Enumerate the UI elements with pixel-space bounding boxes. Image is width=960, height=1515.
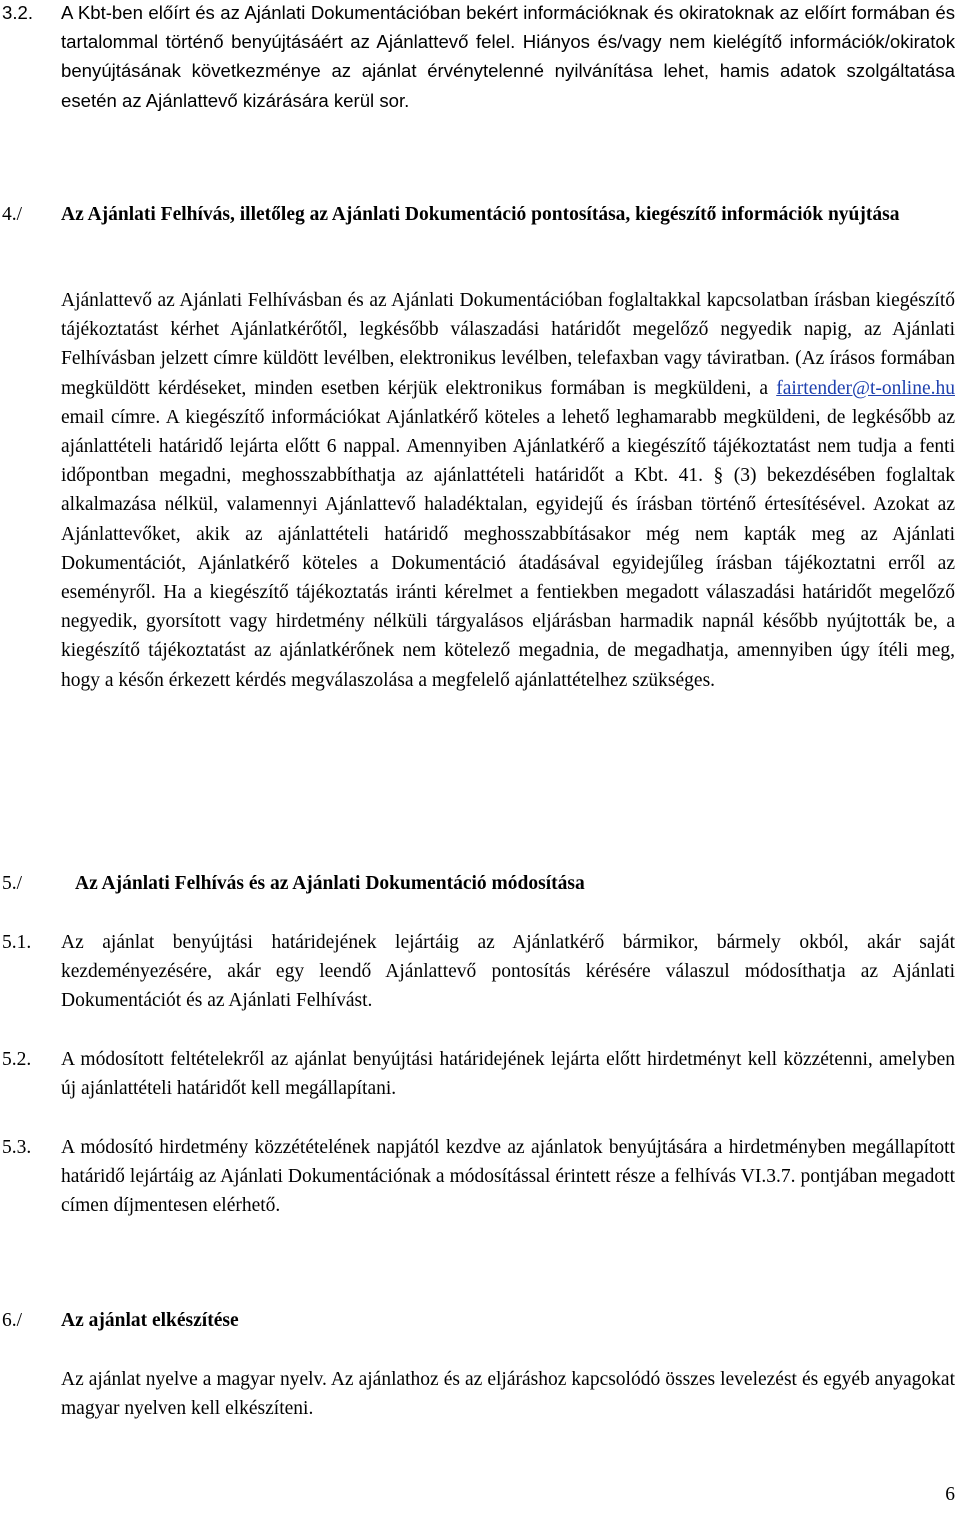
page-number: 6: [945, 1484, 955, 1505]
section-number: 5.1.: [2, 932, 32, 953]
section-3-2-text: A Kbt-ben előírt és az Ajánlati Dokumentációban bekért információknak és okiratoknak az előírt formában és tartalommal történő benyújtásáért az Ajánlattevő felel. Hiányos és/vagy nem kielégítő információk/okiratok benyújtásának következménye az ajánlat érvénytelenné nyilvánítása lehet, hamis adatok szolgáltatása esetén az Ajánlattevő kizárására kerül sor.: [61, 2, 955, 111]
section-4-heading: Az Ajánlati Felhívás, illetőleg az Ajánlati Dokumentáció pontosítása, kiegészítő információk nyújtása: [61, 204, 900, 225]
section-5-heading-block: [0, 869, 960, 898]
section-6-body: [0, 1365, 960, 1423]
section-number: 6./: [2, 1310, 23, 1331]
section-4-text-a: Ajánlattevő az Ajánlati Felhívásban és az Ajánlati Dokumentációban foglaltakkal kapcsolatban írásban kiegészítő tájékoztatást kérhet Ajánlatkérőtől, legkésőbb válaszadási határidőt megelőző negyedik napig, az Ajánlati Felhívásban jelzett címre küldött levélben, elektronikus levélben, telefaxban vagy táviratban. (Az írásos formában megküldött kérdéseket, minden esetben kérjük elektronikus formában is megküldeni, a: [61, 290, 955, 399]
section-5-2-text: A módosított feltételekről az ajánlat benyújtási határidejének lejárta előtt hirdetményt kell közzétenni, amelyben új ajánlattételi határidőt kell megállapítani.: [61, 1049, 955, 1100]
section-number: 5.2.: [2, 1049, 32, 1070]
section-4-heading-block: [0, 200, 960, 229]
section-number: 4./: [2, 204, 23, 225]
section-5-2: [0, 1045, 960, 1103]
section-5-1: [0, 928, 960, 1016]
section-number: 5.3.: [2, 1137, 32, 1158]
section-5-3: [0, 1133, 960, 1221]
section-6-heading: Az ajánlat elkészítése: [61, 1310, 239, 1331]
section-3-2: [0, 0, 960, 115]
section-number: 3.2.: [2, 2, 34, 23]
section-5-heading: Az Ajánlati Felhívás és az Ajánlati Dokumentáció módosítása: [75, 873, 585, 894]
section-5-1-text: Az ajánlat benyújtási határidejének lejártáig az Ajánlatkérő bármikor, bármely okból, akár saját kezdeményezésére, akár egy leendő Ajánlattevő pontosítás kérésére válaszul módosíthatja az Ajánlati Dokumentációt és az Ajánlati Felhívást.: [61, 932, 955, 1012]
section-6-heading-block: [0, 1306, 960, 1335]
section-5-3-text: A módosító hirdetmény közzétételének napjától kezdve az ajánlatok benyújtására a hirdetményben megállapított határidő lejártáig az Ajánlati Dokumentációnak a módosítással érintett része a felhívás VI.3.7. pontjában megadott címen díjmentesen elérhető.: [61, 1137, 955, 1217]
section-4-text-b: email címre. A kiegészítő információkat Ajánlatkérő köteles a lehető leghamarabb megküldeni, de legkésőbb az ajánlattételi határidő lejárta előtt 6 nappal. Amennyiben Ajánlatkérő a kiegészítő tájékoztatást nem tudja a fenti időpontban megadni, meghosszabbíthatja az ajánlattételi határidőt a Kbt. 41. § (3) bekezdésében foglaltak alkalmazása nélkül, valamennyi Ajánlattevő haladéktalan, egyidejű és írásban történő értesítésével. Azokat az Ajánlattevőket, akik az ajánlattételi határidő meghosszabbításakor még nem kapták meg az Ajánlati Dokumentációt, Ajánlatkérő köteles a Dokumentáció átadásával egyidejűleg írásban tájékoztatni erről az eseményről. Ha a kiegészítő tájékoztatás iránti kérelmet a fentiekben megadott válaszadási határidőt megelőző negyedik, gyorsított vagy hirdetmény nélküli tárgyalásos eljárásban harmadik napnál később nyújtották be, a kiegészítő tájékoztatást az ajánlatkérőnek nem kötelező megadnia, de megadhatja, amennyiben úgy ítéli meg, hogy a későn érkezett kérdés megválaszolása a megfelelő ajánlattételhez szükséges.: [61, 406, 955, 691]
section-4-body: [0, 286, 960, 695]
email-link[interactable]: fairtender@t-online.hu: [776, 377, 955, 399]
section-6-text: Az ajánlat nyelve a magyar nyelv. Az ajánlathoz és az eljáráshoz kapcsolódó összes levelezést és egyéb anyagokat magyar nyelven kell elkészíteni.: [61, 1369, 955, 1420]
section-4-paragraph: [61, 286, 955, 695]
section-number: 5./: [2, 873, 23, 894]
